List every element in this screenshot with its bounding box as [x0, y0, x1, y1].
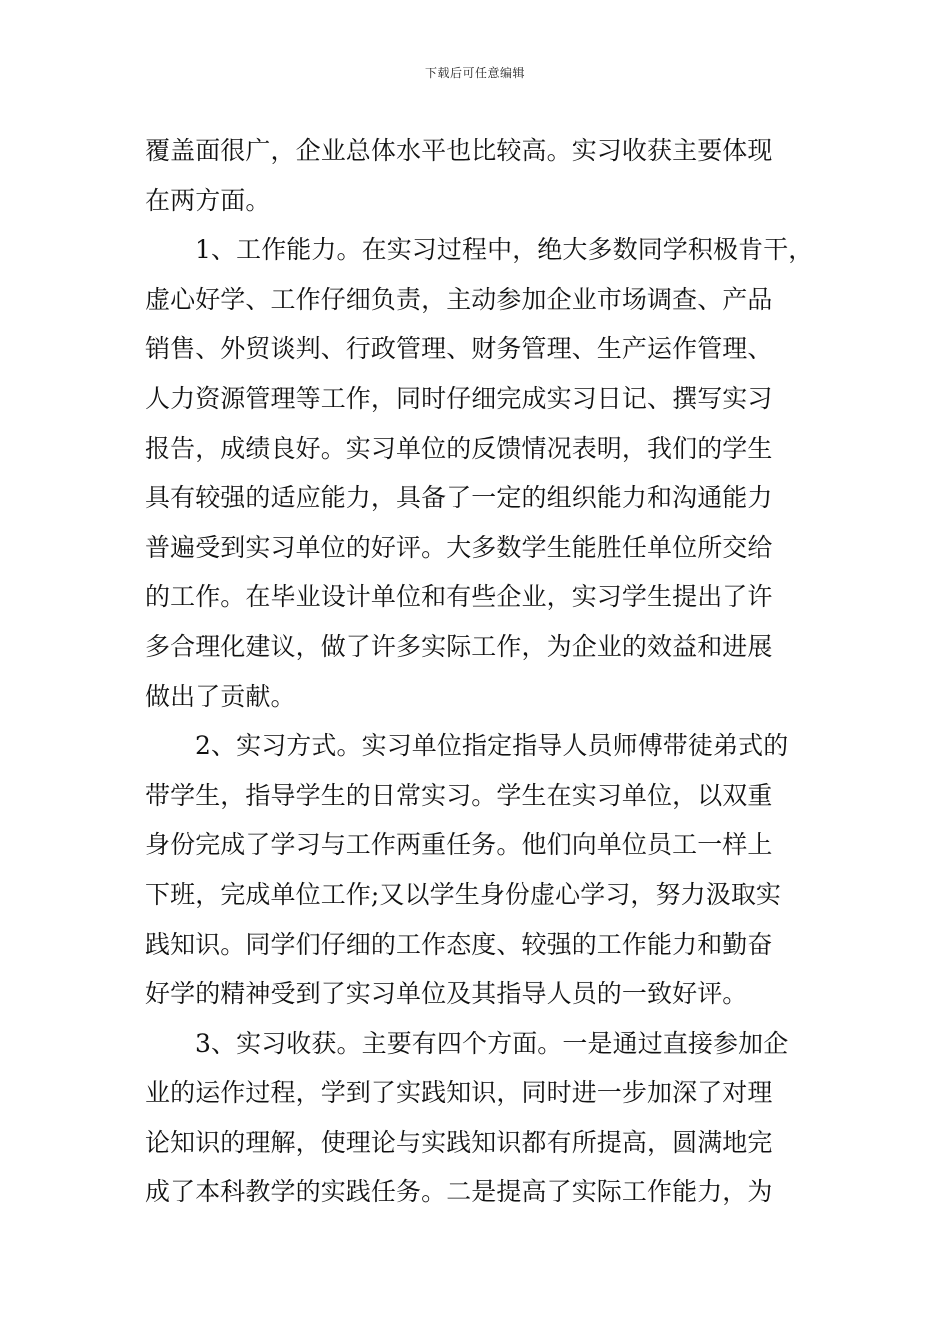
text-line: 下班，完成单位工作;又以学生身份虚心学习，努力汲取实	[145, 879, 782, 909]
text-line: 多合理化建议，做了许多实际工作，为企业的效益和进展	[145, 631, 773, 661]
text-line: 普遍受到实习单位的好评。大多数学生能胜任单位所交给	[145, 532, 773, 562]
text-line: 覆盖面很广，企业总体水平也比较高。实习收获主要体现	[145, 136, 773, 165]
text-line: 好学的精神受到了实习单位及其指导人员的一致好评。	[145, 979, 748, 1009]
text-line: 成了本科教学的实践任务。二是提高了实际工作能力，为	[145, 1177, 773, 1207]
paragraph-first-line: 1、工作能力。在实习过程中，绝大多数同学积极肯干，	[195, 235, 814, 265]
paragraph-first-line: 2、实习方式。实习单位指定指导人员师傅带徒弟式的	[195, 731, 789, 761]
text-line: 的工作。在毕业设计单位和有些企业，实习学生提出了许	[145, 582, 773, 612]
text-line: 人力资源管理等工作，同时仔细完成实习日记、撰写实习	[145, 383, 773, 413]
text-line: 身份完成了学习与工作两重任务。他们向单位员工一样上	[145, 830, 773, 860]
text-line: 业的运作过程，学到了实践知识，同时进一步加深了对理	[145, 1078, 773, 1108]
text-line: 报告，成绩良好。实习单位的反馈情况表明，我们的学生	[145, 433, 773, 463]
text-line: 销售、外贸谈判、行政管理、财务管理、生产运作管理、	[145, 334, 773, 364]
text-line: 在两方面。	[145, 185, 271, 215]
document-body	[145, 126, 814, 1217]
text-line: 做出了贡献。	[145, 681, 296, 711]
text-line: 践知识。同学们仔细的工作态度、较强的工作能力和勤奋	[145, 929, 773, 959]
text-line: 具有较强的适应能力，具备了一定的组织能力和沟通能力	[145, 483, 773, 513]
paragraph-first-line: 3、实习收获。主要有四个方面。一是通过直接参加企	[195, 1028, 789, 1058]
text-line: 带学生，指导学生的日常实习。学生在实习单位，以双重	[145, 780, 773, 810]
text-line: 论知识的理解，使理论与实践知识都有所提高，圆满地完	[145, 1127, 773, 1157]
page-header: 下载后可任意编辑	[424, 66, 525, 80]
text-line: 虚心好学、工作仔细负责，主动参加企业市场调查、产品	[145, 284, 773, 314]
